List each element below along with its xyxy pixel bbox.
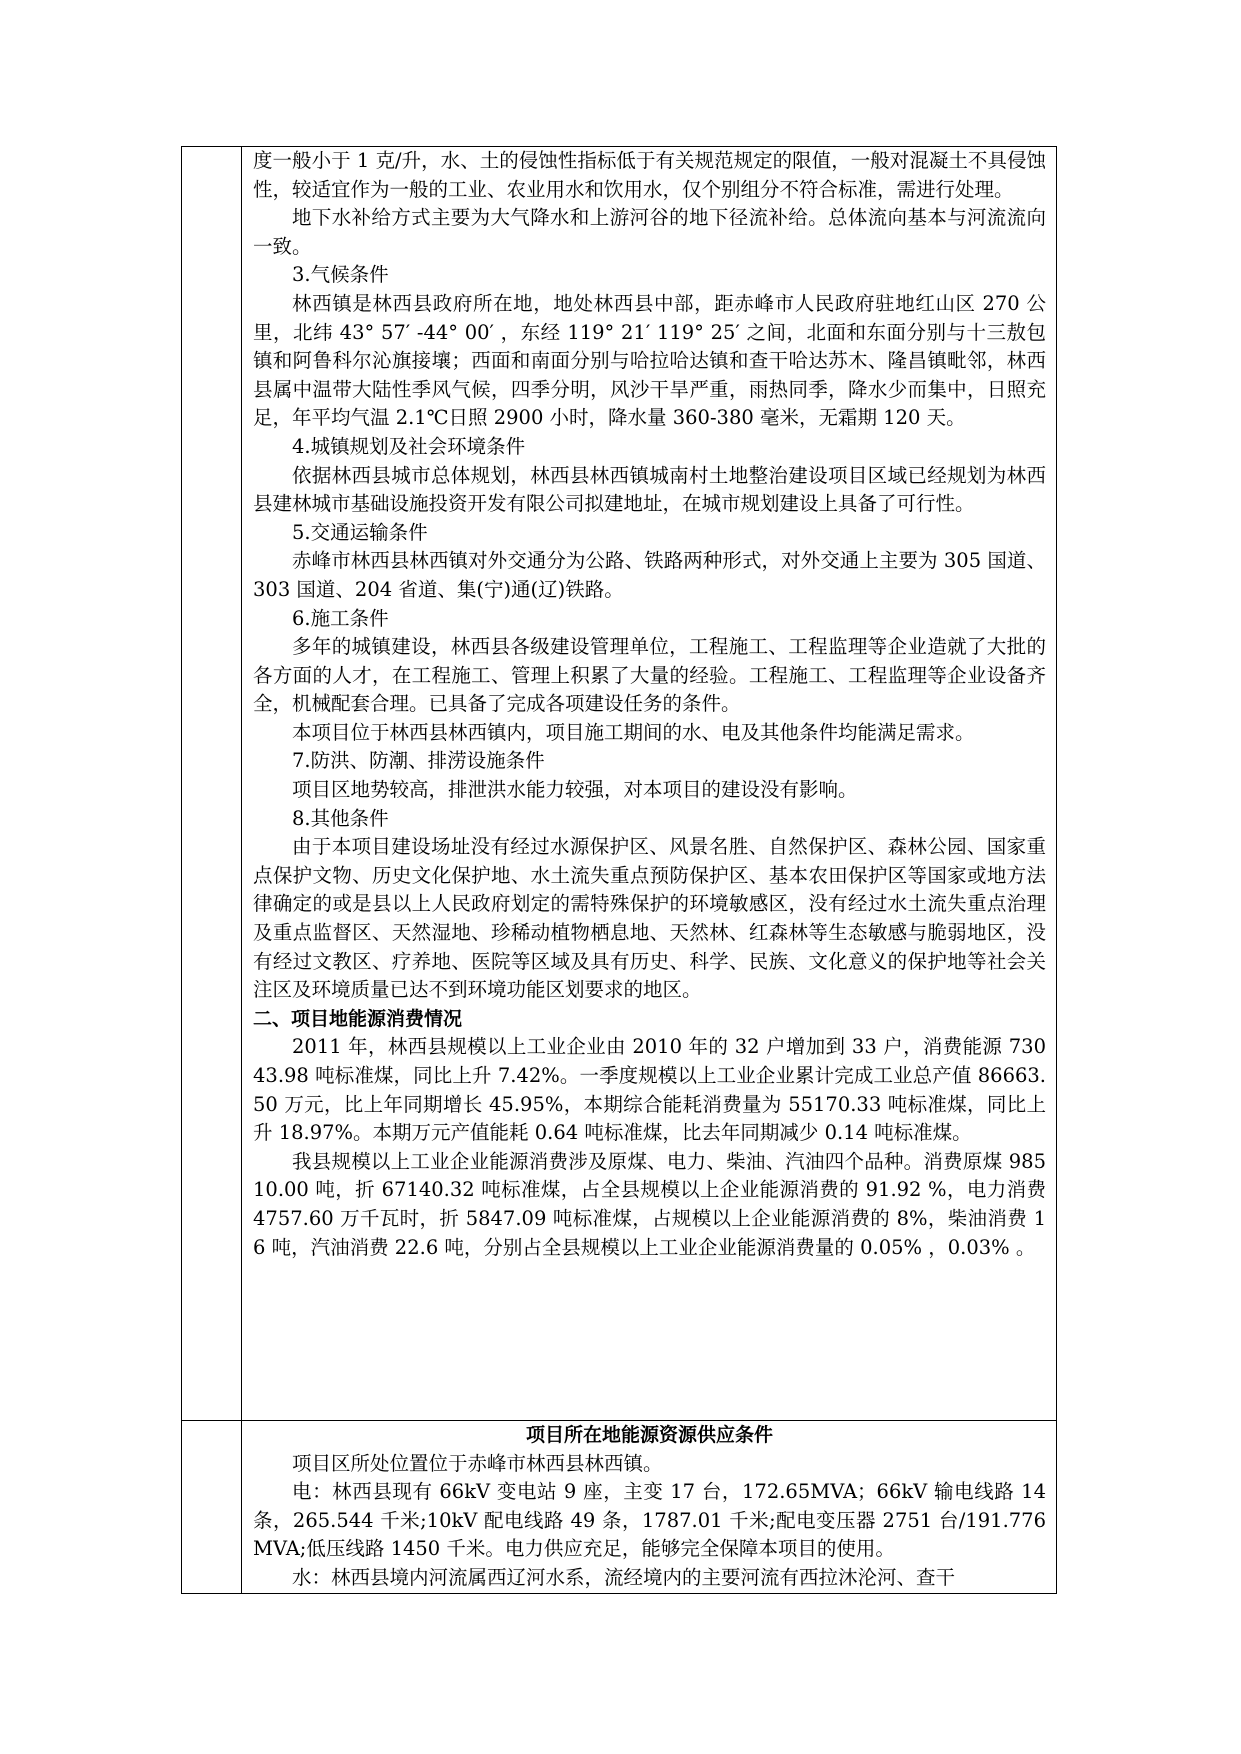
paragraph: 电：林西县现有 66kV 变电站 9 座，主变 17 台，172.65MVA；66kV 输电线路 14 条，265.544 千米;10kV 配电线路 49 条，1787.01 千米;配电变压器 2751 台/191.776MVA;低压线路 1450 千米。电力供应充足，能够完全保障本项目的使用。 (253, 1480, 1046, 1561)
table-row (182, 147, 1057, 1421)
section-heading: 二、项目地能源消费情况 (253, 1007, 463, 1030)
paragraph: 多年的城镇建设，林西县各级建设管理单位，工程施工、工程监理等企业造就了大批的各方面的人才，在工程施工、管理上积累了大量的经验。工程施工、工程监理等企业设备齐全，机械配套合理。已具备了完成各项建设任务的条件。 (253, 635, 1046, 716)
paragraph: 项目区所处位置位于赤峰市林西县林西镇。 (292, 1451, 663, 1475)
paragraph: 度一般小于 1 克/升，水、土的侵蚀性指标低于有关规范规定的限值，一般对混凝土不具侵蚀性，较适宜作为一般的工业、农业用水和饮用水，仅个别组分不符合标准，需进行处理。 (253, 149, 1046, 201)
paragraph: 6.施工条件 (292, 606, 389, 630)
paragraph: 本项目位于林西县林西镇内，项目施工期间的水、电及其他条件均能满足需求。 (292, 720, 975, 744)
paragraph: 2011 年，林西县规模以上工业企业由 2010 年的 32 户增加到 33 户，消费能源 73043.98 吨标准煤，同比上升 7.42%。一季度规模以上工业企业累计完成工业总产值 86663.50 万元，比上年同期增长 45.95%，本期综合能耗消费量为 55170.33 吨标准煤，同比上升 18.97%。本期万元产值能耗 0.64 吨标准煤，比去年同期减少 0.14 吨标准煤。 (253, 1035, 1046, 1145)
paragraph: 依据林西县城市总体规划，林西县林西镇城南村土地整治建设项目区域已经规划为林西县建林城市基础设施投资开发有限公司拟建地址，在城市规划建设上具备了可行性。 (253, 463, 1046, 516)
section-body (242, 147, 1056, 1262)
paragraph: 项目区地势较高，排泄洪水能力较强，对本项目的建设没有影响。 (292, 778, 858, 802)
paragraph: 由于本项目建设场址没有经过水源保护区、风景名胜、自然保护区、森林公园、国家重点保护文物、历史文化保护地、水土流失重点预防保护区、基本农田保护区等国家或地方法律确定的或是县以上人民政府划定的需特殊保护的环境敏感区，没有经过水土流失重点治理及重点监督区、天然湿地、珍稀动植物栖息地、天然林、红森林等生态敏感与脆弱地区，没有经过文教区、疗养地、医院等区域及具有历史、科学、民族、文化意义的保护地等社会关注区及环境质量已达不到环境功能区划要求的地区。 (253, 835, 1046, 1002)
paragraph: 地下水补给方式主要为大气降水和上游河谷的地下径流补给。总体流向基本与河流流向一致。 (253, 206, 1046, 258)
paragraph: 水：林西县境内河流属西辽河水系，流经境内的主要河流有西拉沐沦河、查干 (292, 1565, 956, 1589)
paragraph: 7.防洪、防潮、排涝设施条件 (292, 749, 545, 773)
left-label-cell (182, 1421, 242, 1594)
paragraph: 我县规模以上工业企业能源消费涉及原煤、电力、柴油、汽油四个品种。消费原煤 98510.00 吨，折 67140.32 吨标准煤，占全县规模以上企业能源消费的 91.92 %，电力消费 4757.60 万千瓦时，折 5847.09 吨标准煤，占规模以上企业能源消费的 8%，柴油消费 16 吨，汽油消费 22.6 吨，分别占全县规模以上工业企业能源消费量的 0.05% ，0.03% 。 (253, 1149, 1046, 1259)
content-cell (242, 147, 1057, 1421)
paragraph: 5.交通运输条件 (292, 520, 428, 544)
content-cell (242, 1421, 1057, 1594)
paragraph: 林西镇是林西县政府所在地，地处林西县中部，距赤峰市人民政府驻地红山区 270 公里，北纬 43° 57′ -44° 00′ ，东经 119° 21′ 119° 25′ 之间，北面和东面分别与十三敖包镇和阿鲁科尔沁旗接壤；西面和南面分别与哈拉哈达镇和查干哈达苏木、隆昌镇毗邻，林西县属中温带大陆性季风气候，四季分明，风沙干旱严重，雨热同季，降水少而集中，日照充足，年平均气温 2.1℃日照 2900 小时，降水量 360-380 毫米，无霜期 120 天。 (253, 291, 1046, 430)
paragraph: 8.其他条件 (292, 806, 389, 830)
paragraph: 4.城镇规划及社会环境条件 (292, 434, 526, 458)
paragraph: 赤峰市林西县林西镇对外交通分为公路、铁路两种形式，对外交通上主要为 305 国道、303 国道、204 省道、集(宁)通(辽)铁路。 (253, 549, 1046, 601)
section-body (242, 1421, 1056, 1593)
section-heading: 项目所在地能源资源供应条件 (525, 1424, 773, 1446)
table-row (182, 1421, 1057, 1594)
document-table (181, 146, 1057, 1594)
left-label-cell (182, 147, 242, 1421)
paragraph: 3.气候条件 (292, 263, 389, 287)
